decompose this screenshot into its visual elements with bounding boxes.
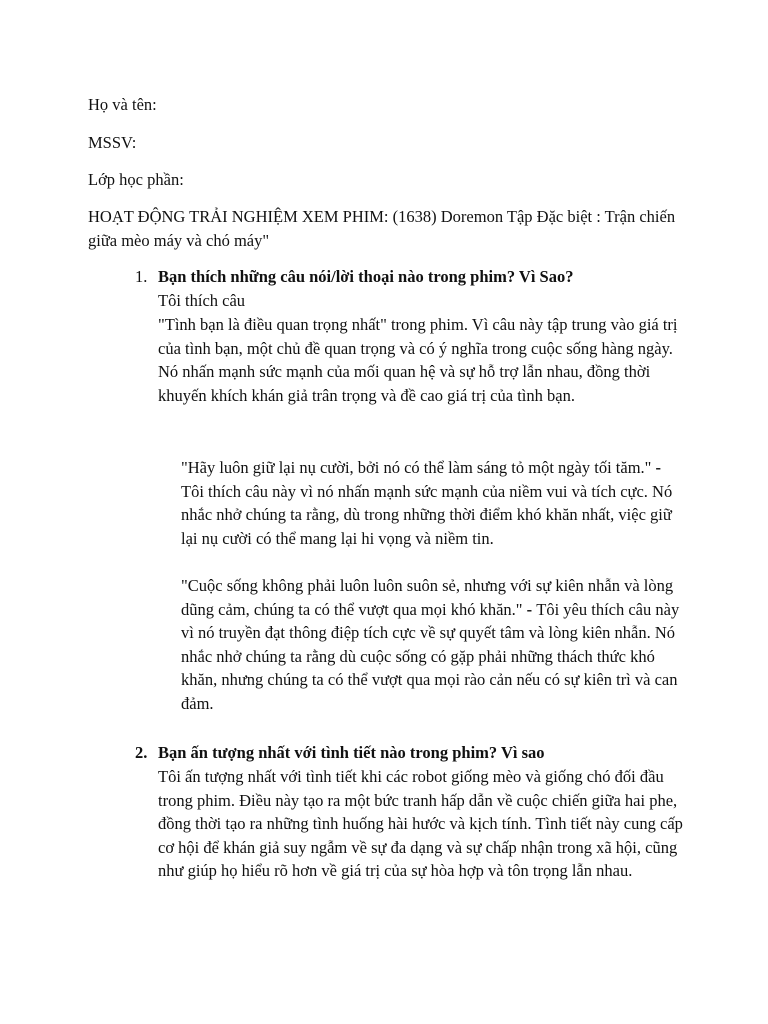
quote-1-comment: Tôi thích câu này vì nó nhấn mạnh sức mạnh của niềm vui và tích cực. Nó nhắc nhở chúng ta rằng, dù trong những thời điểm khó khăn nhất, việc giữ lại nụ cười có thể mang lại hi vọng và niềm tin. [181, 481, 673, 548]
name-label: Họ và tên: [88, 95, 157, 114]
quote-1-dash: - [651, 458, 662, 477]
quote-1-text: "Hãy luôn giữ lại nụ cười, bởi nó có thể làm sáng tỏ một ngày tối tăm." [181, 458, 652, 477]
question-1-number: 1. [135, 267, 148, 286]
question-2-number: 2. [135, 743, 148, 762]
quote-2-dash: - [522, 599, 537, 619]
question-2-answer: Tôi ấn tượng nhất với tình tiết khi các robot giống mèo và giống chó đối đầu trong phim. Điều này tạo ra một bức tranh hấp dẫn về cuộc chiến giữa hai phe, đồng thời tạo ra những tình huống hài hước và kịch tính. Tình tiết này cung cấp cơ hội để khán giả suy ngẫm về sự đa dạng và sự chấp nhận trong xã hội, cũng như giúp họ hiểu rõ hơn về giá trị của sự hòa hợp và tôn trọng lẫn nhau. [158, 767, 683, 880]
quote-2-text: "Cuộc sống không phải luôn luôn suôn sẻ, nhưng với sự kiên nhẫn và lòng dũng cảm, chúng ta có thể vượt qua mọi khó khăn." [181, 576, 674, 619]
class-label: Lớp học phần: [88, 170, 184, 189]
question-1-heading: Bạn thích những câu nói/lời thoại nào trong phim? Vì Sao? [158, 267, 574, 286]
question-1-answer: "Tình bạn là điều quan trọng nhất" trong phim. Vì câu này tập trung vào giá trị của tình bạn, một chủ đề quan trọng và có ý nghĩa trong cuộc sống hàng ngày. Nó nhấn mạnh sức mạnh của mối quan hệ và sự hỗ trợ lẫn nhau, đồng thời khuyến khích khán giả trân trọng và đề cao giá trị của tình bạn. [158, 315, 678, 405]
quote-2-comment: Tôi yêu thích câu này vì nó truyền đạt thông điệp tích cực về sự quyết tâm và lòng kiên nhẫn. Nó nhắc nhở chúng ta rằng dù cuộc sống có gặp phải những thách thức khó khăn, nhưng chúng ta có thể vượt qua mọi rào cản nếu có sự kiên trì và can đảm. [181, 599, 680, 713]
question-1-intro: Tôi thích câu [158, 291, 246, 310]
question-2-heading: Bạn ấn tượng nhất với tình tiết nào trong phim? Vì sao [158, 743, 545, 762]
student-id-label: MSSV: [88, 133, 137, 152]
document-title: HOẠT ĐỘNG TRẢI NGHIỆM XEM PHIM: (1638) Doremon Tập Đặc biệt : Trận chiến giữa mèo máy và chó máy" [88, 207, 676, 250]
quote-2-block [181, 574, 691, 715]
quote-1-block [181, 456, 686, 550]
